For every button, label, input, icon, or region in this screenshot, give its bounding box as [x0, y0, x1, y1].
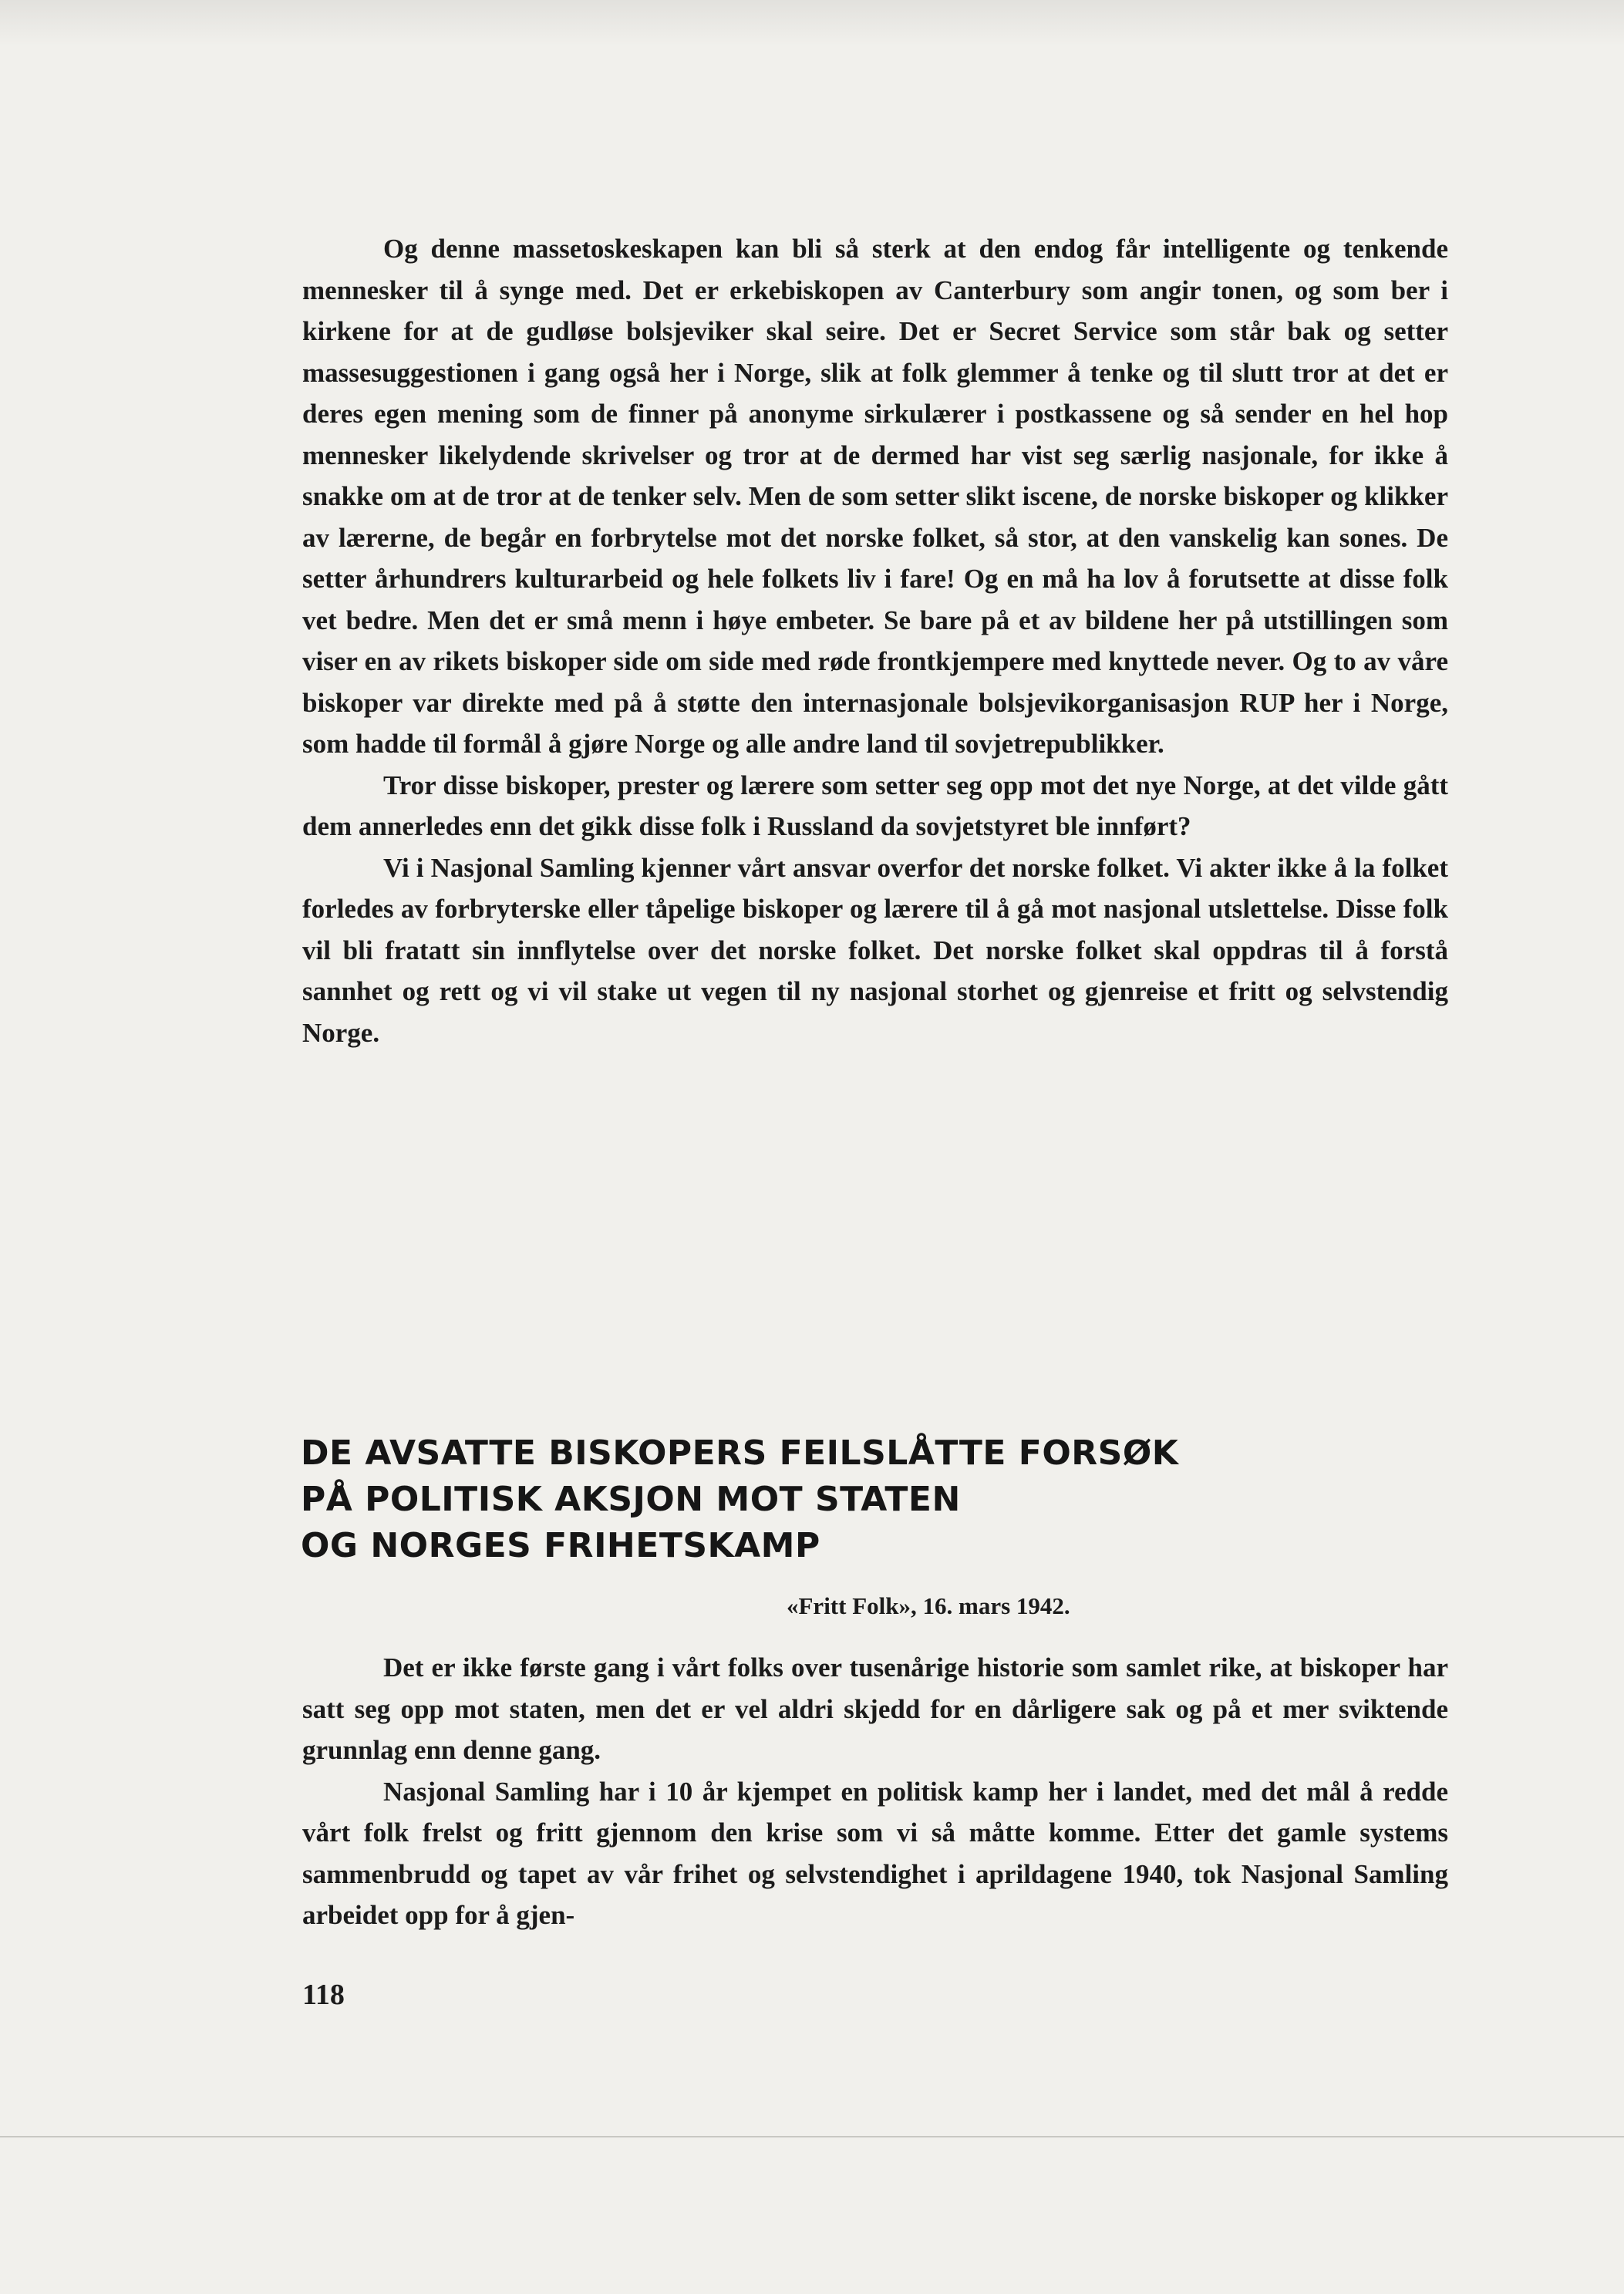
paragraph: Nasjonal Samling har i 10 år kjempet en politisk kamp her i landet, med det mål å redde vårt folk frelst og fritt gjennom den krise som vi så måtte komme. Etter det gamle systems sammenbrudd og tapet av vår frihet og selvstendighet i aprildagene 1940, tok Nasjonal Samling arbeidet opp for å gjen-	[302, 1776, 1448, 1930]
body-text-top	[302, 228, 1448, 1053]
body-text-bottom	[302, 1647, 1448, 1936]
page-number: 118	[302, 1979, 345, 2011]
paragraph: Vi i Nasjonal Samling kjenner vårt ansvar overfor det norske folket. Vi akter ikke å la folket forledes av forbryterske eller tåpelige biskoper og lærere til å gå mot nasjonal utslettelse. Disse folk vil bli fratatt sin innflytelse over det norske folket. Det norske folket skal oppdras til å forstå sannhet og rett og vi vil stake ut vegen til ny nasjonal storhet og gjenreise et fritt og selvstendig Norge.	[302, 852, 1448, 1048]
page-edge	[0, 2136, 1624, 2137]
heading-line: PÅ POLITISK AKSJON MOT STATEN	[301, 1480, 961, 1519]
section-heading	[301, 1430, 1178, 1569]
heading-line: OG NORGES FRIHETSKAMP	[301, 1526, 820, 1565]
paragraph: Tror disse biskoper, prester og lærere som setter seg opp mot det nye Norge, at det vilde gått dem annerledes enn det gikk disse folk i Russland da sovjetstyret ble innført?	[302, 770, 1448, 841]
paragraph: Og denne massetoskeskapen kan bli så sterk at den endog får intelligente og tenkende mennesker til å synge med. Det er erkebiskopen av Canterbury som angir tonen, og som ber i kirkene for at de gudløse bolsjeviker skal seire. Det er Secret Service som står bak og setter massesuggestionen i gang også her i Norge, slik at folk glemmer å tenke og til slutt tror at det er deres egen mening som de finner på anonyme sirkulærer i postkassene og så sender en hel hop mennesker likelydende skrivelser og tror at de dermed har vist seg særlig nasjonale, for ikke å snakke om at de tror at de tenker selv. Men de som setter slikt iscene, de norske biskoper og klikker av lærerne, de begår en forbrytelse mot det norske folket, så stor, at den vanskelig kan sones. De setter århundrers kulturarbeid og hele folkets liv i fare! Og en må ha lov å forutsette at disse folk vet bedre. Men det er små menn i høye embeter. Se bare på et av bildene her på utstillingen som viser en av rikets biskoper side om side med røde frontkjempere med knyttede never. Og to av våre biskoper var direkte med på å støtte den internasjonale bolsjevikorganisasjon RUP her i Norge, som hadde til formål å gjøre Norge og alle andre land til sovjetrepublikker.	[302, 234, 1448, 759]
page-shade	[0, 0, 1624, 46]
source-citation: «Fritt Folk», 16. mars 1942.	[787, 1592, 1070, 1619]
heading-line: DE AVSATTE BISKOPERS FEILSLÅTTE FORSØK	[301, 1433, 1179, 1473]
paragraph: Det er ikke første gang i vårt folks over tusenårige historie som samlet rike, at biskoper har satt seg opp mot staten, men det er vel aldri skjedd for en dårligere sak og på et mer sviktende grunnlag enn denne gang.	[302, 1652, 1448, 1765]
